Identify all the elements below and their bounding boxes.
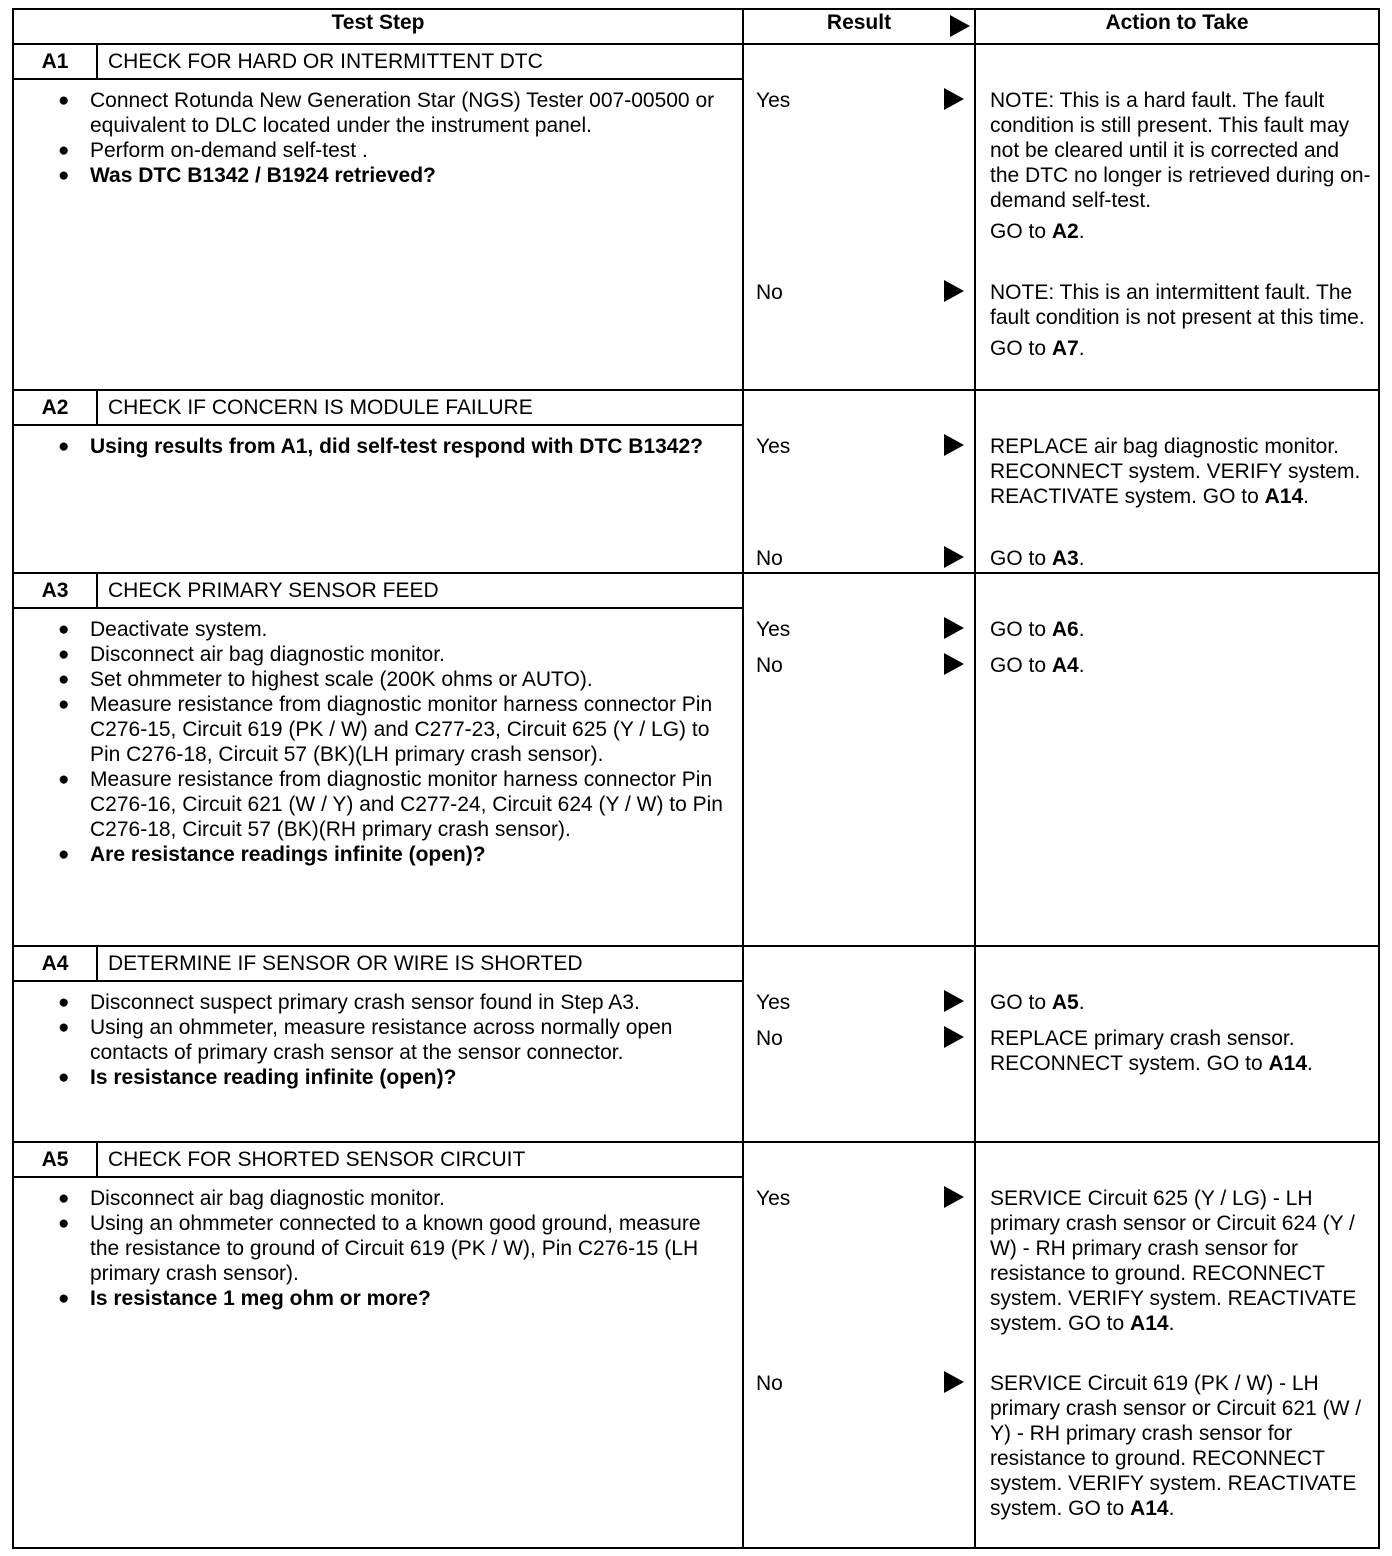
bullet-item: ● Measure resistance from diagnostic monitor harness connector Pin C276-15, Circuit 619 (PK / W) and C277-23, Circuit 625 (Y / LG) to Pin C276-18, Circuit 57 (BK)(LH primary crash sensor).	[58, 692, 732, 767]
goto-target: A3	[1051, 547, 1079, 570]
step-cell	[13, 1142, 743, 1548]
step-bullets	[14, 426, 742, 465]
bullet-item: ● Measure resistance from diagnostic monitor harness connector Pin C276-16, Circuit 621 (W / Y) and C277-24, Circuit 624 (Y / W) to Pin C276-18, Circuit 57 (BK)(RH primary crash sensor).	[58, 767, 732, 842]
step-row-a1	[13, 44, 1379, 390]
step-title: CHECK FOR HARD OR INTERMITTENT DTC	[108, 50, 543, 73]
result-cell	[743, 390, 975, 573]
result-yes: Yes	[756, 434, 968, 459]
bullet-question: ● Is resistance 1 meg ohm or more?	[58, 1286, 732, 1311]
goto-target: A14	[1130, 1312, 1169, 1335]
bullet-question: ● Are resistance readings infinite (open)?	[58, 842, 732, 867]
step-id: A1	[14, 45, 98, 78]
step-title: CHECK IF CONCERN IS MODULE FAILURE	[108, 396, 533, 419]
action-cell	[975, 1142, 1379, 1548]
result-yes: Yes	[756, 88, 968, 113]
result-no: No	[756, 546, 968, 571]
step-id: A3	[14, 574, 98, 607]
action-cell	[975, 573, 1379, 946]
header-row	[13, 9, 1379, 44]
action-goto: GO to A7.	[990, 337, 1085, 360]
step-id: A2	[14, 391, 98, 424]
arrow-right-icon	[944, 1026, 964, 1048]
result-yes: Yes	[756, 617, 968, 642]
arrow-right-icon	[944, 1371, 964, 1393]
action-cell	[975, 946, 1379, 1142]
action-yes: SERVICE Circuit 625 (Y / LG) - LH primary crash sensor or Circuit 624 (Y / W) - RH primary crash sensor for resistance to ground. RECONNECT system. VERIFY system. REACTIVATE system. GO to A14.	[990, 1187, 1357, 1335]
result-yes: Yes	[756, 1186, 968, 1211]
arrow-right-icon	[944, 88, 964, 110]
diagnostic-table	[12, 8, 1380, 1549]
step-row-a2	[13, 390, 1379, 573]
bullet-item: ● Perform on-demand self-test .	[58, 138, 732, 163]
action-goto: GO to A2.	[990, 220, 1085, 243]
bullet-question: ● Was DTC B1342 / B1924 retrieved?	[58, 163, 732, 188]
result-yes: Yes	[756, 990, 968, 1015]
bullet-item: ● Set ohmmeter to highest scale (200K ohms or AUTO).	[58, 667, 732, 692]
arrow-right-icon	[944, 1186, 964, 1208]
action-no: REPLACE primary crash sensor. RECONNECT system. GO to A14.	[990, 1027, 1313, 1075]
action-cell	[975, 44, 1379, 390]
header-result-label: Result	[826, 11, 892, 34]
arrow-right-icon	[950, 15, 970, 37]
result-no: No	[756, 280, 968, 305]
action-no: GO to A3.	[990, 547, 1085, 570]
header-action: Action to Take	[975, 9, 1379, 44]
arrow-right-icon	[944, 617, 964, 639]
result-no: No	[756, 1371, 968, 1396]
result-cell	[743, 1142, 975, 1548]
bullet-item: ● Connect Rotunda New Generation Star (NGS) Tester 007-00500 or equivalent to DLC located under the instrument panel.	[58, 88, 732, 138]
bullet-question: ● Is resistance reading infinite (open)?	[58, 1065, 732, 1090]
step-cell	[13, 390, 743, 573]
goto-target: A14	[1264, 485, 1304, 508]
goto-target: A4	[1051, 654, 1079, 677]
arrow-right-icon	[944, 434, 964, 456]
action-yes: REPLACE air bag diagnostic monitor. RECONNECT system. VERIFY system. REACTIVATE system. GO to A14.	[990, 435, 1361, 508]
arrow-right-icon	[944, 546, 964, 568]
action-yes: GO to A5.	[990, 991, 1085, 1014]
goto-target: A7	[1051, 337, 1079, 360]
step-title: CHECK FOR SHORTED SENSOR CIRCUIT	[108, 1148, 526, 1171]
bullet-item: ● Deactivate system.	[58, 617, 732, 642]
step-title: CHECK PRIMARY SENSOR FEED	[108, 579, 439, 602]
bullet-question: ● Using results from A1, did self-test respond with DTC B1342?	[58, 434, 732, 459]
step-id: A4	[14, 947, 98, 980]
step-cell	[13, 573, 743, 946]
result-cell	[743, 44, 975, 390]
bullet-item: ● Disconnect air bag diagnostic monitor.	[58, 1186, 732, 1211]
step-bullets	[14, 609, 742, 873]
step-row-a3	[13, 573, 1379, 946]
goto-target: A6	[1051, 618, 1079, 641]
action-no: SERVICE Circuit 619 (PK / W) - LH primary crash sensor or Circuit 621 (W / Y) - RH primary crash sensor for resistance to ground. RECONNECT system. VERIFY system. REACTIVATE system. GO to A14.	[990, 1372, 1362, 1520]
step-cell	[13, 946, 743, 1142]
arrow-right-icon	[944, 653, 964, 675]
bullet-item: ● Disconnect air bag diagnostic monitor.	[58, 642, 732, 667]
goto-target: A14	[1268, 1052, 1308, 1075]
result-no: No	[756, 653, 968, 678]
step-id: A5	[14, 1143, 98, 1176]
action-note: NOTE: This is an intermittent fault. The fault condition is not present at this time.	[990, 281, 1365, 329]
step-bullets	[14, 80, 742, 194]
result-no: No	[756, 1026, 968, 1051]
action-note: NOTE: This is a hard fault. The fault condition is still present. This fault may not be cleared until it is corrected and the DTC no longer is retrieved during on-demand self-test.	[990, 89, 1371, 212]
goto-target: A5	[1051, 991, 1079, 1014]
step-row-a5	[13, 1142, 1379, 1548]
result-cell	[743, 946, 975, 1142]
action-yes	[990, 88, 1372, 244]
result-cell	[743, 573, 975, 946]
header-test-step: Test Step	[13, 9, 743, 44]
action-no: GO to A4.	[990, 654, 1085, 677]
step-bullets	[14, 1178, 742, 1317]
action-no	[990, 280, 1372, 361]
goto-target: A2	[1051, 220, 1079, 243]
step-cell	[13, 44, 743, 390]
step-row-a4	[13, 946, 1379, 1142]
bullet-item: ● Disconnect suspect primary crash sensor found in Step A3.	[58, 990, 732, 1015]
bullet-item: ● Using an ohmmeter, measure resistance across normally open contacts of primary crash sensor at the sensor connector.	[58, 1015, 732, 1065]
action-cell	[975, 390, 1379, 573]
bullet-item: ● Using an ohmmeter connected to a known good ground, measure the resistance to ground of Circuit 619 (PK / W), Pin C276-15 (LH primary crash sensor).	[58, 1211, 732, 1286]
arrow-right-icon	[944, 280, 964, 302]
header-result	[743, 9, 975, 44]
arrow-right-icon	[944, 990, 964, 1012]
step-bullets	[14, 982, 742, 1096]
action-yes: GO to A6.	[990, 618, 1085, 641]
step-title: DETERMINE IF SENSOR OR WIRE IS SHORTED	[108, 952, 583, 975]
goto-target: A14	[1130, 1497, 1169, 1520]
